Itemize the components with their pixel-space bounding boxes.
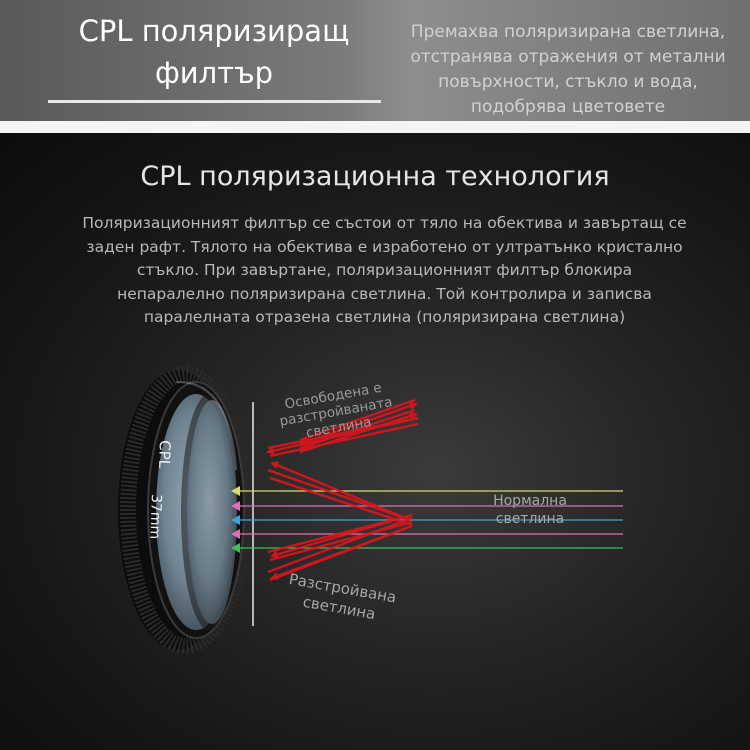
section-separator [0,121,750,133]
section-description: Поляризационният филтър се състои от тяло на обектива и завъртащ се заден рафт. Тялото на обектива е изработено от ултратънко кристално стъкло. При завъртане, поляризационният филтър блокира непаралелно поляризирана светлина. Той контролира и записва паралелната отразена светлина (поляризирана светлина) [82,214,687,326]
released-light-label [268,377,406,459]
header-divider [48,100,381,103]
released-light-text: Освободена е разстройваната светлина [278,379,394,442]
filter-size-label: 37mm [146,493,164,540]
header-description: Премахва поляризирана светлина, отстранява отражения от метални повърхности, стъкло и вода, подобрява цветовете [410,22,726,117]
header-title: CPL поляризиращ филтър [78,14,350,90]
scattered-light-label [267,566,414,640]
polarization-diagram [0,360,750,660]
filter-lens [118,370,244,650]
normal-light-label [478,492,582,532]
normal-light-text: Нормална светлина [493,493,567,527]
filter-brand-label: CPL [155,439,174,469]
scattered-light-text: Разстройвана светлина [287,569,398,624]
section-title: CPL поляризационна технология [140,161,610,192]
